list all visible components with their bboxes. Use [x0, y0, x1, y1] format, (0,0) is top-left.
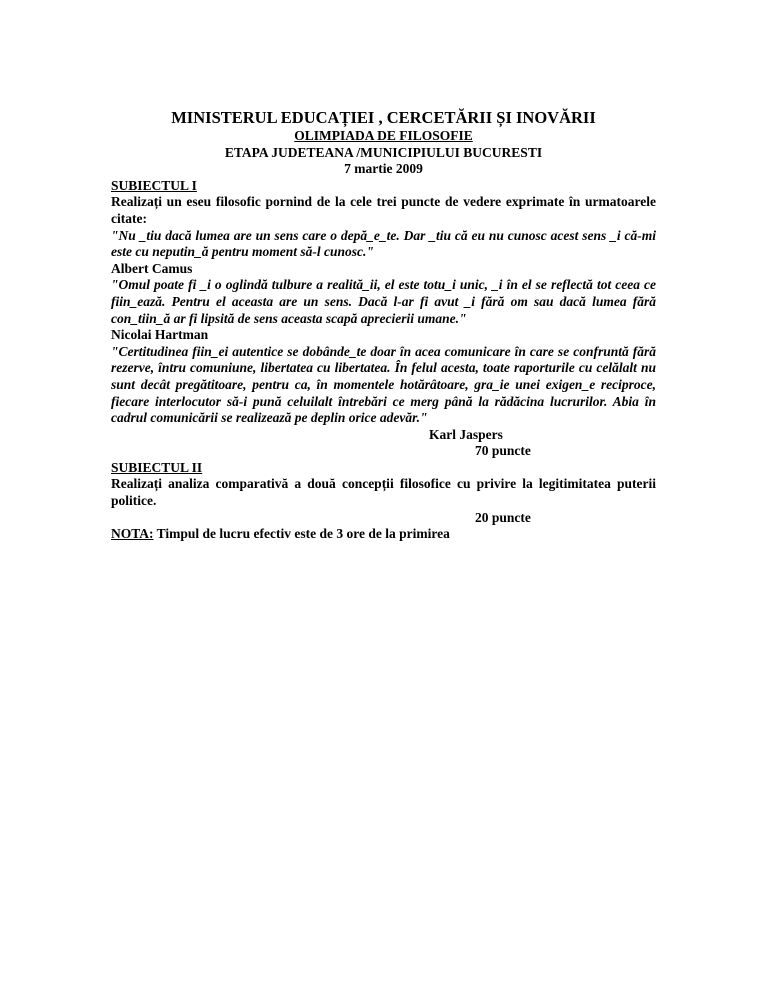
subject2-title: SUBIECTUL II	[111, 459, 203, 475]
quote-hartman: "Omul poate fi _i o oglindă tulbure a realită_ii, el este totu_i unic, _i în el se reflectă tot ceea ce fiin_ează. Pentru el aceasta are un sens. Dacă l-ar fi avut _i fără om sau dacă lumea fără con_tiin_ă ar fi lipsită de sens aceasta scapă aprecierii umane."	[111, 277, 656, 326]
subject1-title: SUBIECTUL I	[111, 177, 197, 193]
quote-jaspers: "Certitudinea fiin_ei autentice se dobânde_te doar în acea comunicare în care se confruntă fără rezerve, întru comuniune, libertatea cu libertatea. În felul acesta, toate raporturile cu celălalt nu sunt decât pregătitoare, pentru ca, în momentele hotărâtoare, gra_ie unei exigen_e reciproce, fiecare interlocutor să-i pună celuilalt întrebări ce merg până la rădăcina lucrurilor. Abia în cadrul comunicării se realizează pe deplin orice adevăr."	[111, 343, 656, 426]
subject2-points: 20 puncte	[475, 509, 531, 525]
subject1-points: 70 puncte	[475, 443, 531, 459]
subject1-prompt: Realizați un eseu filosofic pornind de la cele trei puncte de vedere exprimate în urmatoarele citate:	[111, 194, 656, 226]
note-line	[111, 526, 656, 543]
exam-date: 7 martie 2009	[344, 161, 423, 177]
author-hartman: Nicolai Hartman	[111, 327, 209, 343]
quote-camus: "Nu _tiu dacă lumea are un sens care o depă_e_te. Dar _tiu că eu nu cunosc acest sens _i că-mi este cu neputin_ă pentru moment să-l cunosc."	[111, 227, 656, 260]
subject2-heading	[111, 460, 656, 477]
olympiad-title-text: OLIMPIADA DE FILOSOFIE	[294, 128, 473, 143]
author-camus: Albert Camus	[111, 260, 193, 276]
note-text: Timpul de lucru efectiv este de 3 ore de la primirea	[153, 526, 450, 542]
subject1-heading	[111, 178, 656, 195]
document-content	[111, 108, 656, 543]
stage-title: ETAPA JUDETEANA /MUNICIPIULUI BUCURESTI	[224, 144, 543, 160]
ministry-title: MINISTERUL EDUCAȚIEI , CERCETĂRII ȘI INOVĂRII	[171, 108, 596, 127]
note-label: NOTA:	[111, 526, 154, 542]
author-jaspers: Karl Jaspers	[429, 426, 503, 442]
subject2-prompt: Realizați analiza comparativă a două concepții filosofice cu privire la legitimitatea puterii politice.	[111, 476, 656, 509]
olympiad-title	[111, 128, 656, 145]
